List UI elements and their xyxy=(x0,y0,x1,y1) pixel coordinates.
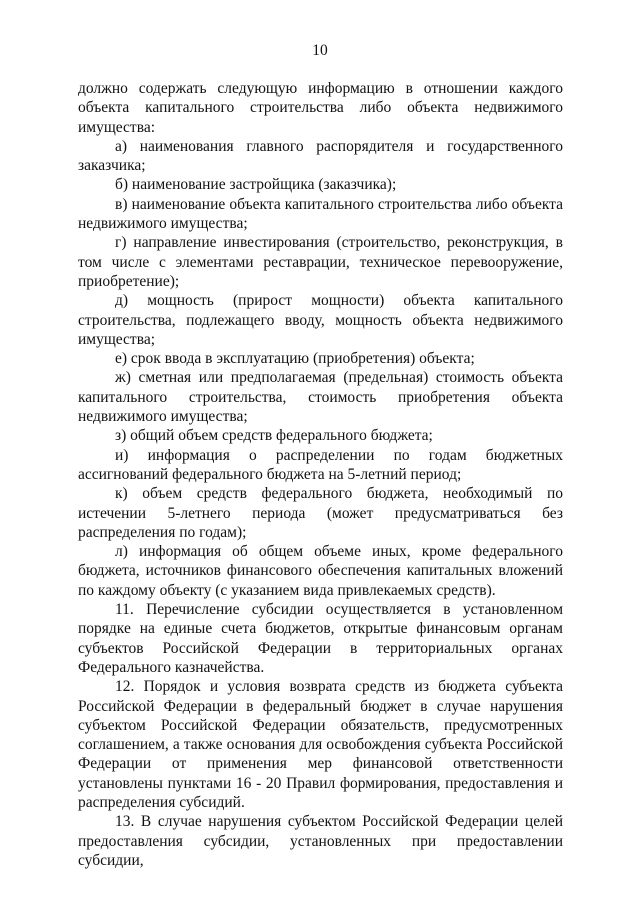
list-item-e: е) срок ввода в эксплуатацию (приобретения) объекта; xyxy=(115,350,475,368)
list-item-zh: ж) сметная или предполагаемая (предельная) стоимость объекта капитального строительства, стоимость приобретения объекта недвижимого имущества; xyxy=(78,369,563,426)
list-item-z: з) общий объем средств федерального бюджета; xyxy=(115,427,433,445)
page-number: 10 xyxy=(312,42,328,59)
list-item-i: и) информация о распределении по годам бюджетных ассигнований федерального бюджета на 5-летний период; xyxy=(78,446,563,483)
paragraph-continuation: должно содержать следующую информацию в отношении каждого объекта капитального строительства либо объекта недвижимого имущества: xyxy=(78,80,563,136)
paragraph-11: 11. Перечисление субсидии осуществляется в установленном порядке на единые счета бюджетов, открытые финансовым органам субъектов Российской Федерации в территориальных органах Федерального казначейства. xyxy=(78,601,563,676)
list-item-a: а) наименования главного распорядителя и государственного заказчика; xyxy=(78,137,563,175)
list-item-d: д) мощность (прирост мощности) объекта капитального строительства, подлежащего вводу, мощность объекта недвижимого имущества; xyxy=(78,292,563,348)
list-item-b: б) наименование застройщика (заказчика); xyxy=(115,176,397,194)
paragraph-12: 12. Порядок и условия возврата средств из бюджета субъекта Российской Федерации в федеральный бюджет в случае нарушения субъектом Российской Федерации обязательств, предусмотренных соглашением, а также основания для освобождения субъекта Российской Федерации от применения мер финансовой ответственности установлены пунктами 16 - 20 Правил формирования, предоставления и распределения субсидий. xyxy=(78,678,563,811)
document-body xyxy=(78,79,563,870)
list-item-g: г) направление инвестирования (строительство, реконструкция, в том числе с элементами реставрации, техническое перевооружение, приобретение); xyxy=(78,234,563,290)
list-item-k: к) объем средств федерального бюджета, необходимый по истечении 5-летнего периода (может предусматриваться без распределения по годам); xyxy=(78,485,563,541)
list-item-v: в) наименование объекта капитального строительства либо объекта недвижимого имущества; xyxy=(78,195,563,233)
paragraph-13: 13. В случае нарушения субъектом Российской Федерации целей предоставления субсидии, установленных при предоставлении субсидии, xyxy=(78,813,563,869)
list-item-l: л) информация об общем объеме иных, кроме федерального бюджета, источников финансового обеспечения капитальных вложений по каждому объекту (с указанием вида привлекаемых средств). xyxy=(78,543,563,599)
